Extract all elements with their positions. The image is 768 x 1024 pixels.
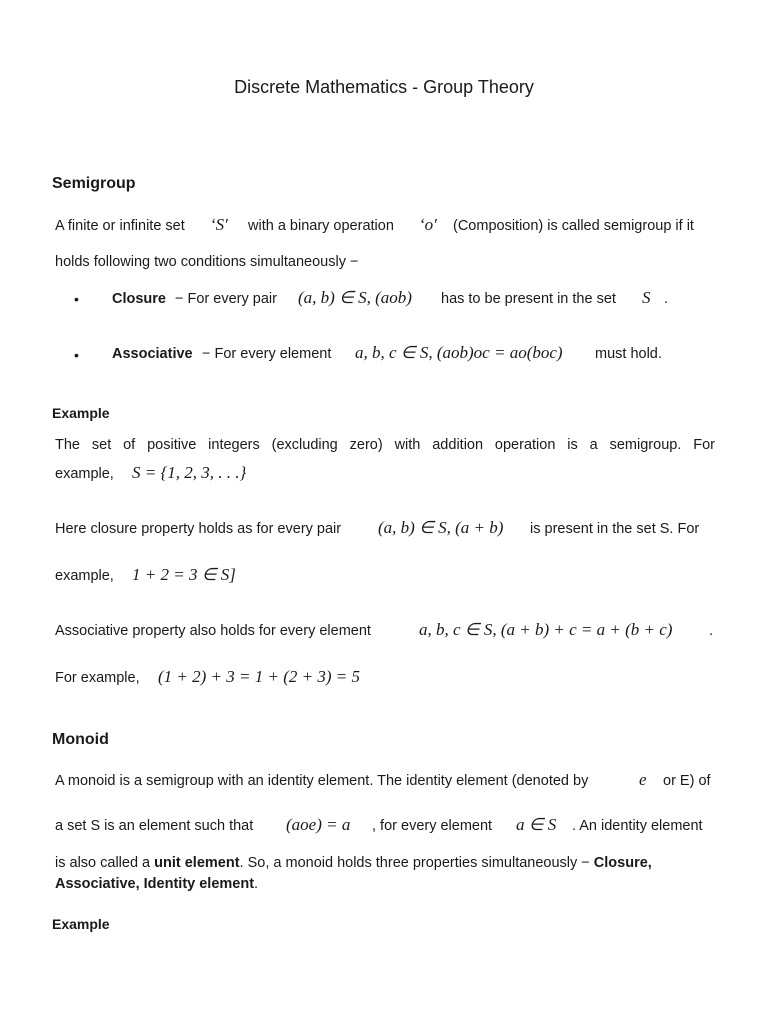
example-paragraph-3-line-1: Associative property also holds for every element [55,623,371,639]
monoid-line-2-c: . An identity element [572,818,703,834]
closure-label: Closure [112,291,166,307]
semigroup-operation-symbol: ‘o′ [419,215,437,234]
monoid-line-3-a: is also called a [55,855,151,871]
semigroup-intro-text-2: with a binary operation [248,218,394,234]
associative-label: Associative [112,346,193,362]
semigroup-set-symbol: ‘S′ [210,215,228,234]
associative-text-2: must hold. [595,346,662,362]
monoid-line-1: A monoid is a semigroup with an identity element. The identity element (denoted by [55,773,589,789]
monoid-identity-math: (aoe) = a [286,815,351,834]
unit-element-term: unit element [154,855,240,871]
example-paragraph-2-line-1: Here closure property holds as for every pair [55,521,342,537]
monoid-line-4 [55,876,258,892]
monoid-line-1-end: or E) of [663,773,711,789]
closure-text: − For every pair [175,291,277,307]
monoid-line-2-a: a set S is an element such that [55,818,254,834]
monoid-line-4-end: . [254,876,259,892]
example-heading-2: Example [52,916,110,932]
example-math-closure: (a, b) ∈ S, (a + b) [378,518,504,537]
monoid-membership-math: a ∈ S [516,815,557,834]
semigroup-intro-text-4: holds following two conditions simultaneously − [55,254,359,270]
example-heading: Example [52,405,110,421]
closure-period: . [664,291,669,307]
monoid-heading: Monoid [52,731,109,748]
page-title: Discrete Mathematics - Group Theory [234,77,534,97]
associative-text: − For every element [202,346,332,362]
closure-math: (a, b) ∈ S, (aob) [298,288,412,307]
example-math-associative: a, b, c ∈ S, (a + b) + c = a + (b + c) [419,620,673,639]
closure-text-2: has to be present in the set [441,291,616,307]
example-paragraph-2-line-2: example, [55,568,114,584]
semigroup-intro-text-1: A finite or infinite set [55,218,185,234]
bullet-dot: • [74,291,79,307]
closure-set-symbol: S [642,288,651,307]
monoid-identity-symbol: e [639,770,647,789]
semigroup-heading: Semigroup [52,175,136,192]
closure-term: Closure, [593,855,652,871]
example-math-set: S = {1, 2, 3, . . .} [132,463,247,482]
monoid-properties-term: Associative, Identity element [55,876,255,892]
example-paragraph-1-line-1: The set of positive integers (excluding zero) with addition operation is a semigroup. For [55,437,715,453]
example-math-closure-instance: 1 + 2 = 3 ∈ S] [132,565,236,584]
semigroup-intro-text-3: (Composition) is called semigroup if it [453,218,694,234]
example-paragraph-3-line-2: For example, [55,670,140,686]
example-paragraph-2-line-1-end: is present in the set S. For [530,521,700,537]
monoid-line-3 [55,855,652,871]
example-math-associative-instance: (1 + 2) + 3 = 1 + (2 + 3) = 5 [158,667,360,686]
monoid-line-3-b: . So, a monoid holds three properties simultaneously − [239,855,590,871]
bullet-dot: • [74,347,79,363]
example-paragraph-3-period: . [709,623,714,639]
example-paragraph-1-line-2: example, [55,466,114,482]
associative-math: a, b, c ∈ S, (aob)oc = ao(boc) [355,343,563,362]
monoid-line-2-b: , for every element [372,818,493,834]
